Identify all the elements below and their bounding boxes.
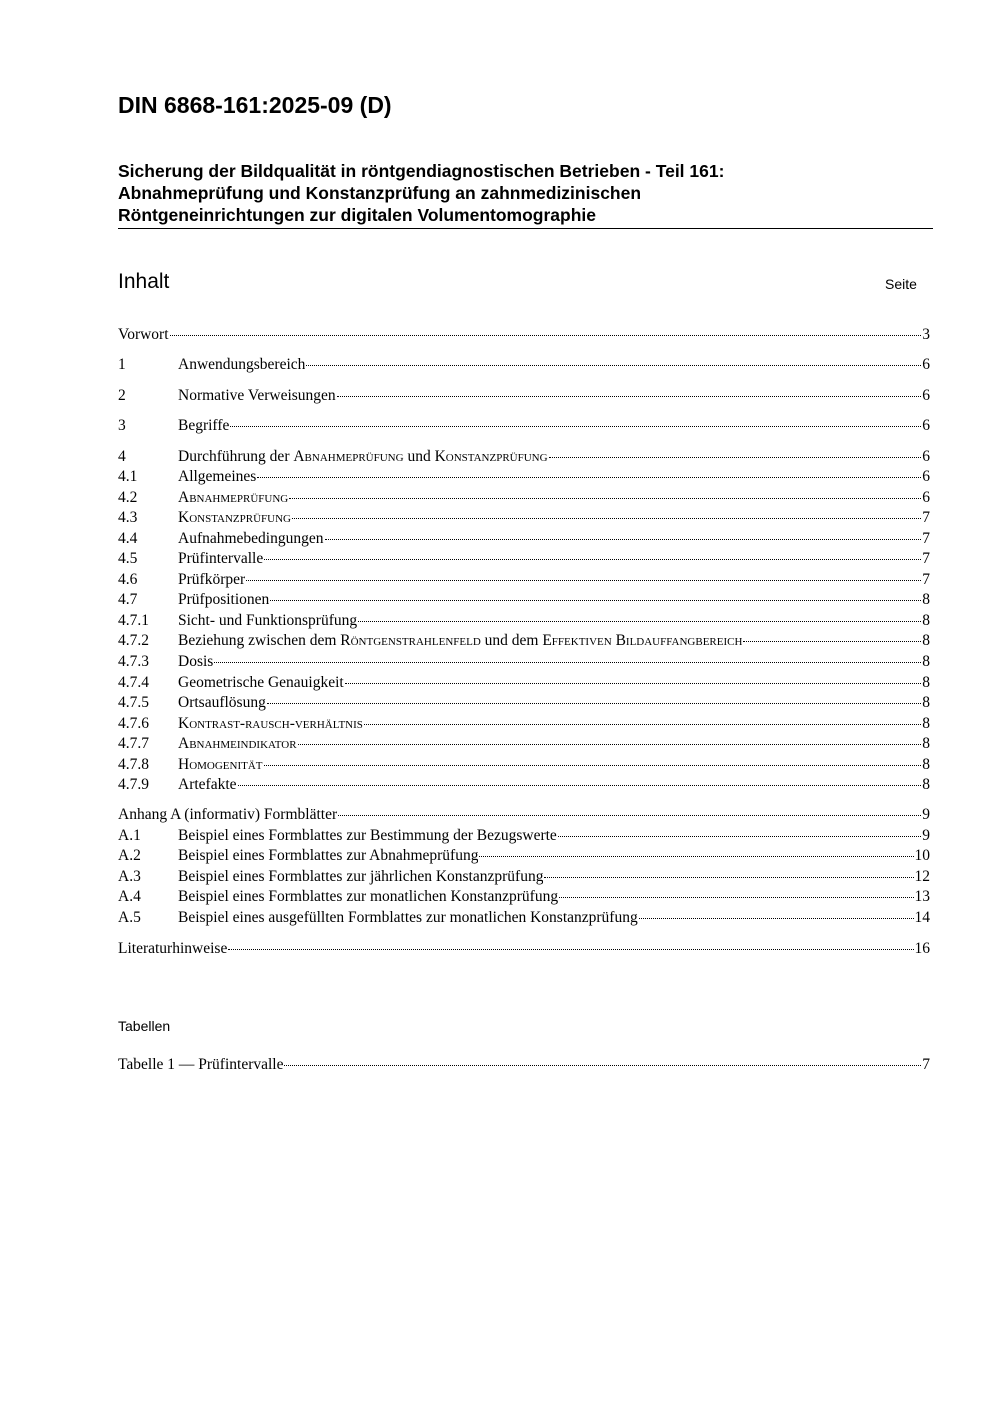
toc-entry[interactable] (118, 652, 930, 672)
toc-entry-page: 8 (922, 674, 930, 691)
toc-entry-page: 8 (922, 715, 930, 732)
toc-entry-page: 9 (922, 806, 930, 823)
toc-entry-number: 4.7.5 (118, 694, 149, 711)
tables-heading: Tabellen (118, 1018, 171, 1034)
dot-leader (479, 856, 913, 857)
toc-entry-number: A.3 (118, 868, 141, 885)
toc-entry-number: 3 (118, 417, 126, 434)
toc-entry[interactable] (118, 570, 930, 590)
dot-leader (264, 559, 921, 560)
document-title-line: Sicherung der Bildqualität in röntgendiagnostischen Betrieben - Teil 161: (118, 161, 725, 181)
toc-entry-number: 4.7.8 (118, 756, 149, 773)
toc-entry-number: A.1 (118, 827, 141, 844)
toc-entry-number: 4.5 (118, 550, 138, 567)
toc-entry[interactable] (118, 908, 930, 928)
dot-leader (284, 1065, 921, 1066)
dot-leader (544, 877, 913, 878)
toc-entry[interactable] (118, 529, 930, 549)
toc-entry-title: Sicht- und Funktionsprüfung (178, 612, 358, 629)
dot-leader (214, 662, 921, 663)
toc-entry[interactable] (118, 631, 930, 651)
toc-entry-page: 8 (922, 612, 930, 629)
toc-entry-page: 10 (914, 847, 930, 864)
toc-entry-page: 13 (914, 888, 930, 905)
dot-leader (238, 785, 922, 786)
toc-entry-page: 16 (914, 940, 930, 957)
toc-entry-title: Beispiel eines Formblattes zur Bestimmung der Bezugswerte (178, 827, 557, 844)
toc-entry-number: 4.2 (118, 489, 138, 506)
toc-entry-page: 6 (922, 468, 930, 485)
toc-entry-number: A.4 (118, 888, 141, 905)
toc-entry-page: 7 (922, 550, 930, 567)
toc-entry-page: 6 (922, 417, 930, 434)
toc-entry-number: 4.7.3 (118, 653, 149, 670)
toc-entry-title: Begriffe (178, 417, 230, 434)
toc-entry-number: 4.4 (118, 530, 138, 547)
toc-entry[interactable] (118, 734, 930, 754)
dot-leader (246, 580, 921, 581)
toc-entry[interactable] (118, 1055, 930, 1075)
toc-entry-number: A.5 (118, 909, 141, 926)
dot-leader (230, 426, 921, 427)
toc-entry[interactable] (118, 325, 930, 345)
toc-entry-number: 4.3 (118, 509, 138, 526)
dot-leader (345, 683, 922, 684)
dot-leader (306, 365, 921, 366)
toc-entry[interactable] (118, 508, 930, 528)
toc-entry-page: 8 (922, 735, 930, 752)
toc-entry-title: Literaturhinweise (118, 940, 228, 957)
toc-entry-page: 8 (922, 776, 930, 793)
document-title-line: Röntgeneinrichtungen zur digitalen Volumentomographie (118, 205, 597, 225)
toc-entry[interactable] (118, 549, 930, 569)
toc-entry-number: 4.7.7 (118, 735, 149, 752)
toc-entry-title: Ortsauflösung (178, 694, 266, 711)
toc-entry-number: 4 (118, 448, 126, 465)
toc-entry-title: Artefakte (178, 776, 237, 793)
toc-entry[interactable] (118, 488, 930, 508)
toc-entry-page: 6 (922, 448, 930, 465)
toc-entry-page: 8 (922, 756, 930, 773)
toc-entry-title: Vorwort (118, 326, 169, 343)
toc-entry-title: Anhang A (informativ) Formblätter (118, 806, 338, 823)
toc-entry-page: 8 (922, 653, 930, 670)
toc-entry-title: Aufnahmebedingungen (178, 530, 324, 547)
toc-entry-title: Kontrast-rausch-verhältnis (178, 715, 363, 732)
toc-entry-title: Prüfintervalle (178, 550, 264, 567)
dot-leader (298, 744, 922, 745)
dot-leader (270, 600, 921, 601)
toc-entry-page: 14 (914, 909, 930, 926)
dot-leader (267, 703, 921, 704)
toc-entry[interactable] (118, 755, 930, 775)
toc-entry-number: 4.7.1 (118, 612, 149, 629)
toc-entry-number: 4.6 (118, 571, 138, 588)
toc-entry-page: 6 (922, 489, 930, 506)
dot-leader (257, 477, 921, 478)
document-title-line: Abnahmeprüfung und Konstanzprüfung an zahnmedizinischen (118, 183, 642, 203)
toc-entry-title: Geometrische Genauigkeit (178, 674, 344, 691)
toc-entry-page: 7 (922, 530, 930, 547)
dot-leader (558, 836, 921, 837)
toc-entry-number: 4.7.4 (118, 674, 149, 691)
toc-entry[interactable] (118, 590, 930, 610)
toc-entry-page: 9 (922, 827, 930, 844)
toc-entry-page: 3 (922, 326, 930, 343)
dot-leader (337, 396, 922, 397)
toc-entry-title: Beispiel eines Formblattes zur jährlichen Konstanzprüfung (178, 868, 544, 885)
document-id: DIN 6868-161:2025-09 (D) (118, 92, 392, 118)
toc-entry-page: 8 (922, 591, 930, 608)
dot-leader (549, 457, 922, 458)
dot-leader (170, 335, 922, 336)
toc-entry[interactable] (118, 386, 930, 406)
toc-entry-page: 7 (922, 571, 930, 588)
dot-leader (338, 815, 921, 816)
toc-entry-number: 4.1 (118, 468, 138, 485)
toc-entry-title: Abnahmeindikator (178, 735, 297, 752)
toc-entry[interactable] (118, 867, 930, 887)
toc-entry-title: Beispiel eines Formblattes zur monatlichen Konstanzprüfung (178, 888, 559, 905)
toc-entry[interactable] (118, 939, 930, 959)
toc-entry-title: Beziehung zwischen dem Röntgenstrahlenfeld und dem Effektiven Bildauffangbereich (178, 632, 743, 649)
toc-entry-number: A.2 (118, 847, 141, 864)
toc-entry-title: Beispiel eines ausgefüllten Formblattes zur monatlichen Konstanzprüfung (178, 909, 638, 926)
dot-leader (325, 539, 922, 540)
dot-leader (264, 765, 922, 766)
toc-entry[interactable] (118, 467, 930, 487)
toc-entry-number: 4.7.6 (118, 715, 149, 732)
toc-entry-page: 6 (922, 356, 930, 373)
dot-leader (559, 897, 913, 898)
document-title (118, 160, 933, 229)
toc-entry-title: Normative Verweisungen (178, 387, 336, 404)
toc-entry-page: 7 (922, 509, 930, 526)
toc-entry[interactable] (118, 826, 930, 846)
toc-entry-title: Konstanzprüfung (178, 509, 291, 526)
toc-entry-title: Beispiel eines Formblattes zur Abnahmeprüfung (178, 847, 479, 864)
toc-entry[interactable] (118, 775, 930, 795)
page-column-label: Seite (885, 276, 917, 292)
toc-entry[interactable] (118, 416, 930, 436)
dot-leader (228, 949, 913, 950)
toc-entry[interactable] (118, 611, 930, 631)
dot-leader (743, 641, 921, 642)
dot-leader (292, 518, 921, 519)
toc-entry[interactable] (118, 846, 930, 866)
toc-entry-title: Allgemeines (178, 468, 257, 485)
toc-heading: Inhalt (118, 270, 170, 293)
toc-entry-title: Prüfkörper (178, 571, 246, 588)
toc-entry-page: 8 (922, 694, 930, 711)
toc-entry-title: Prüfpositionen (178, 591, 270, 608)
toc-entry-title: Homogenität (178, 756, 263, 773)
toc-entry[interactable] (118, 673, 930, 693)
toc-entry-title: Dosis (178, 653, 214, 670)
toc-entry[interactable] (118, 805, 930, 825)
toc-entry-page: 12 (914, 868, 930, 885)
toc-entry-title: Tabelle 1 — Prüfintervalle (118, 1056, 284, 1073)
toc-entry[interactable] (118, 887, 930, 907)
toc-entry-page: 7 (922, 1056, 930, 1073)
toc-entry-number: 4.7 (118, 591, 138, 608)
toc-entry-number: 4.7.2 (118, 632, 149, 649)
toc-entry-page: 8 (922, 632, 930, 649)
dot-leader (289, 498, 921, 499)
toc-entry[interactable] (118, 693, 930, 713)
toc-entry-number: 2 (118, 387, 126, 404)
toc-entry[interactable] (118, 355, 930, 375)
toc-entry-title: Abnahmeprüfung (178, 489, 289, 506)
toc-entry-number: 4.7.9 (118, 776, 149, 793)
toc-entry-page: 6 (922, 387, 930, 404)
toc-entry[interactable] (118, 447, 930, 467)
dot-leader (358, 621, 921, 622)
toc-entry[interactable] (118, 714, 930, 734)
dot-leader (639, 918, 914, 919)
toc-entry-title: Anwendungsbereich (178, 356, 306, 373)
toc-entry-number: 1 (118, 356, 126, 373)
dot-leader (364, 724, 921, 725)
toc-entry-title: Durchführung der Abnahmeprüfung und Konstanzprüfung (178, 448, 548, 465)
